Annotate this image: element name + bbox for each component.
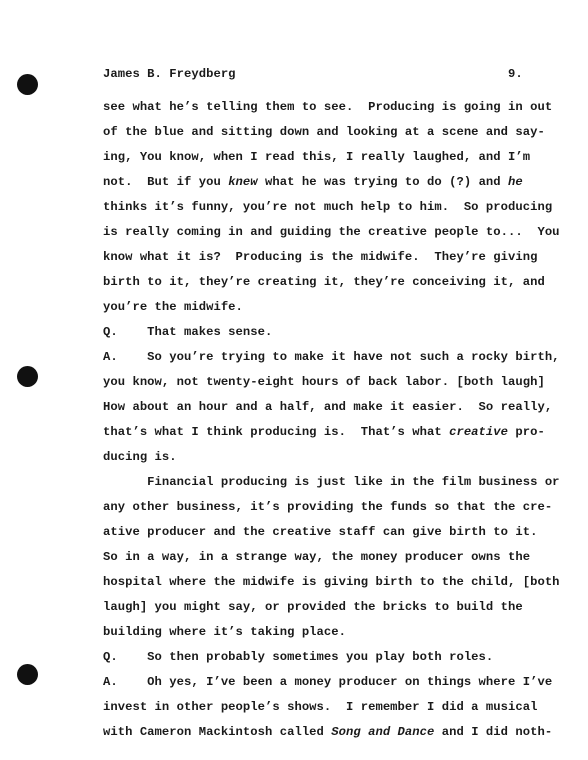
body-line [103,424,545,440]
body-line [103,174,523,190]
emphasis-text: he [508,175,523,189]
question-line: Q. That makes sense. [103,325,273,339]
answer-line: A. So you’re trying to make it have not such a rocky birth, [103,350,560,364]
body-line: building where it’s taking place. [103,625,347,639]
text-run: and I did noth- [434,725,553,739]
body-line: birth to it, they’re creating it, they’re conceiving it, and [103,275,545,289]
body-line [103,724,552,740]
running-header-author: James B. Freydberg [103,67,236,81]
body-line: know what it is? Producing is the midwife. They’re giving [103,250,538,264]
emphasis-text: creative [449,425,509,439]
question-line: Q. So then probably sometimes you play both roles. [103,650,494,664]
punch-hole-bottom [17,664,38,685]
body-line: is really coming in and guiding the creative people to... You [103,225,560,239]
body-line: ing, You know, when I read this, I really laughed, and I’m [103,150,531,164]
text-run: that’s what I think producing is. That’s what [103,425,450,439]
body-line: ative producer and the creative staff can give birth to it. [103,525,538,539]
body-line: ducing is. [103,450,177,464]
body-line: Financial producing is just like in the film business or [103,475,560,489]
page-number: 9. [508,67,523,81]
body-line: you’re the midwife. [103,300,243,314]
body-line: you know, not twenty-eight hours of back labor. [both laugh] [103,375,545,389]
punch-hole-middle [17,366,38,387]
text-run: pro- [508,425,545,439]
body-line: see what he’s telling them to see. Producing is going in out [103,100,553,114]
body-line: invest in other people’s shows. I remember I did a musical [103,700,538,714]
emphasis-text: knew [228,175,258,189]
text-run: what he was trying to do (?) and [257,175,509,189]
body-line: thinks it’s funny, you’re not much help to him. So producing [103,200,553,214]
punch-hole-top [17,74,38,95]
body-line: any other business, it’s providing the funds so that the cre- [103,500,553,514]
body-line: of the blue and sitting down and looking at a scene and say- [103,125,545,139]
body-line: laugh] you might say, or provided the bricks to build the [103,600,523,614]
body-line: So in a way, in a strange way, the money producer owns the [103,550,531,564]
emphasis-text: Song and Dance [331,725,435,739]
text-run: with Cameron Mackintosh called [103,725,332,739]
body-line: hospital where the midwife is giving birth to the child, [both [103,575,560,589]
body-line: How about an hour and a half, and make it easier. So really, [103,400,553,414]
answer-line: A. Oh yes, I’ve been a money producer on things where I’ve [103,675,553,689]
text-run: not. But if you [103,175,229,189]
